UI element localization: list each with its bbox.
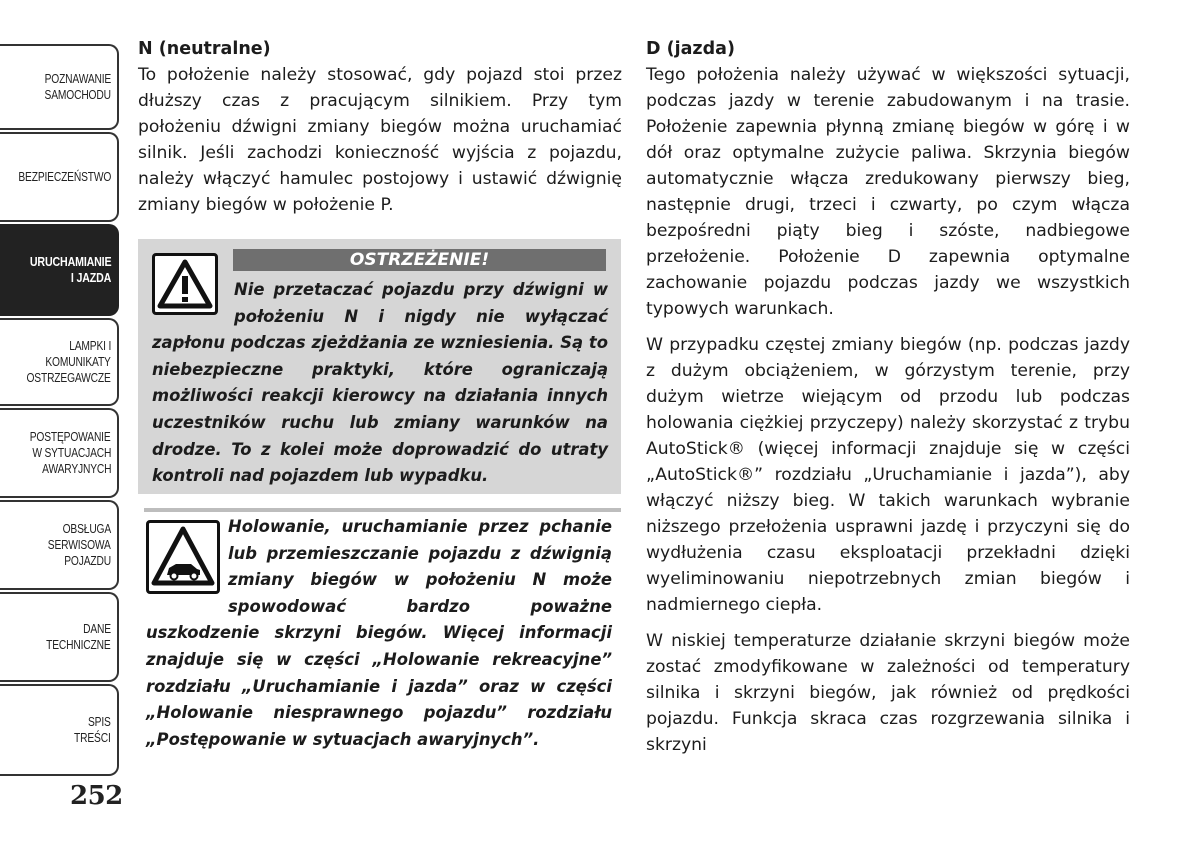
tab-label-line: OBSŁUGA xyxy=(62,522,111,536)
note-text-block xyxy=(146,514,612,753)
tab-label-line: TECHNICZNE xyxy=(46,638,111,652)
paragraph-neutral: To położenie należy stosować, gdy pojazd stoi przez dłuższy czas z pracującym silnikiem. Przy tym położeniu dźwigni zmiany biegów można uruchamiać silnik. Jeśli zachodzi konieczność wyjścia z pojazdu, należy włączyć hamulec postojowy i ustawić dźwignię zmiany biegów w położenie P. xyxy=(138,65,622,215)
tab-postepowanie-w-sytuacjach-awaryjnych[interactable] xyxy=(0,408,119,498)
section-heading-d: D (jazda) xyxy=(646,39,735,59)
tab-label-line: AWARYJNYCH xyxy=(41,462,111,476)
tab-label-line: KOMUNIKATY xyxy=(45,355,111,369)
right-column xyxy=(646,36,1130,768)
tab-label-line: DANE xyxy=(83,622,111,636)
section-heading-n: N (neutralne) xyxy=(138,39,271,59)
tab-label-line: OSTRZEGAWCZE xyxy=(26,371,111,385)
tab-label-line: I JAZDA xyxy=(70,270,111,285)
paragraph-drive-1: Tego położenia należy używać w większości sytuacji, podczas jazdy w terenie zabudowanym i na trasie. Położenie zapewnia płynną zmianę biegów w górę i w dół oraz optymalne zużycie paliwa. Skrzynia biegów automatycznie włącza zredukowany pierwszy bieg, następnie drugi, trzeci i czwarty, po czym włącza bezpośredni piąty bieg i szóste, nadbiegowe przełożenie. Położenie D zapewnia optymalne zachowanie pojazdu podczas jazdy we wszystkich typowych warunkach. xyxy=(646,65,1130,319)
tab-bezpieczenstwo[interactable] xyxy=(0,132,119,222)
tab-dane-techniczne[interactable] xyxy=(0,592,119,682)
paragraph-drive-3: W niskiej temperaturze działanie skrzyni biegów może zostać zmodyfikowane w zależności od temperatury silnika i skrzyni biegów, jak również od prędkości pojazdu. Funkcja skraca czas rozgrzewania silnika i skrzyni xyxy=(646,631,1130,755)
tab-label-line: POZNAWANIE xyxy=(44,72,111,86)
tab-uruchamianie-i-jazda[interactable] xyxy=(0,224,119,316)
tab-label-line: SAMOCHODU xyxy=(44,88,111,102)
tab-spis-tresci[interactable] xyxy=(0,684,119,776)
tab-obsluga-serwisowa[interactable] xyxy=(0,500,119,590)
warning-title: OSTRZEŻENIE! xyxy=(233,249,606,271)
tab-label-line: BEZPIECZEŃSTWO xyxy=(18,170,111,184)
tab-label-line: POJAZDU xyxy=(64,554,111,568)
page-number: 252 xyxy=(70,781,123,811)
tab-label-line: SERWISOWA xyxy=(48,538,111,552)
warning-box xyxy=(138,239,621,494)
tab-poznawanie-samochodu[interactable] xyxy=(0,44,119,130)
note-text: Holowanie, uruchamianie przez pchanie lub przemieszczanie pojazdu z dźwignią zmiany biegów w położeniu N może spowodować bardzo poważne uszkodzenie skrzyni biegów. Więcej informacji znajduje się w części „Holowanie rekreacyjne” rozdziału „Uruchamianie i jazda” oraz w części „Holowanie niesprawnego pojazdu” rozdziału „Postępowanie w sytuacjach awaryjnych”. xyxy=(146,517,612,749)
note-box xyxy=(138,508,621,753)
tab-label-line: TREŚCI xyxy=(74,731,111,745)
tab-label-line: SPIS xyxy=(88,715,111,729)
warning-text-block xyxy=(152,277,608,490)
paragraph-drive-2: W przypadku częstej zmiany biegów (np. podczas jazdy z dużym obciążeniem, w górzystym terenie, przy dużym wietrze wiejącym od przodu lub podczas holowania ciężkiej przyczepy) należy skorzystać z trybu AutoStick® (więcej informacji znajduje się w części „AutoStick®” rozdziału „Uruchamianie i jazda”), aby włączyć niższy bieg. W takich warunkach wybranie niższego przełożenia usprawni jazdę i przyczyni się do wydłużenia czasu eksploatacji przekładni dzięki wyeliminowaniu niepotrzebnych zmian biegów i nadmiernego ciepła. xyxy=(646,335,1130,615)
warning-text: Nie przetaczać pojazdu przy dźwigni w położeniu N i nigdy nie wyłączać zapłonu podczas zjeżdżania ze wzniesienia. Są to niebezpieczne praktyki, które ograniczają możliwości reakcji kierowcy na działania innych uczestników ruchu lub zmiany warunków na drodze. To z kolei może doprowadzić do utraty kontroli nad pojazdem lub wypadku. xyxy=(152,280,608,486)
left-column xyxy=(138,36,622,228)
tab-label-line: POSTĘPOWANIE xyxy=(30,430,111,444)
tab-label-line: URUCHAMIANIE xyxy=(29,254,111,269)
note-divider xyxy=(144,508,621,512)
chapter-tabs xyxy=(0,0,124,847)
tab-lampki-i-komunikaty[interactable] xyxy=(0,318,119,406)
tab-label-line: W SYTUACJACH xyxy=(32,446,111,460)
tab-label-line: LAMPKI I xyxy=(69,339,111,353)
